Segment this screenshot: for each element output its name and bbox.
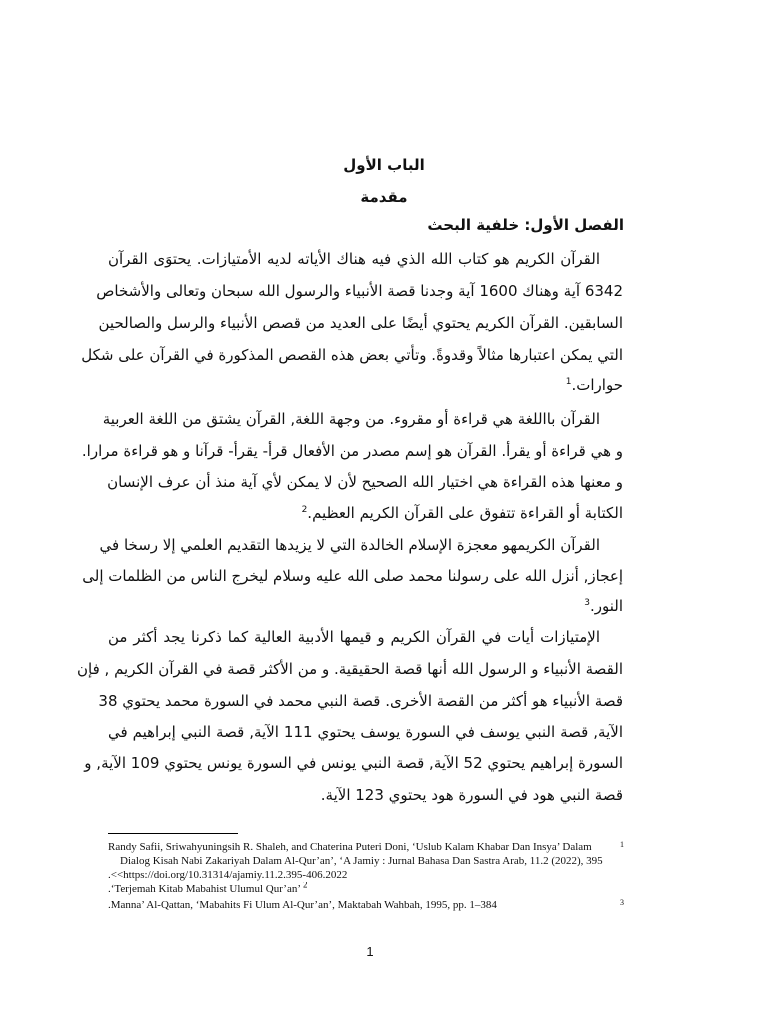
paragraph-1-line-5 xyxy=(108,374,623,398)
paragraph-4-line-1: الإمتيازات أيات في القرآن الكريم و قيمها الأدبية العالية كما ذكرنا يجد أكثر من xyxy=(108,628,600,646)
paragraph-2-text-end: الكتابة أو القراءة تتفوق على القرآن الكريم العظيم. xyxy=(307,504,623,522)
footnote-3-text: .Manna’ Al-Qattan, ‘Mabahits Fi Ulum Al-Qur’an’, Maktabah Wahbah, 1995, pp. 1–384 xyxy=(108,899,497,911)
paragraph-4-line-6: قصة النبي هود في السورة هود يحتوي 123 الآية. xyxy=(320,786,623,804)
paragraph-3-text-end: النور. xyxy=(589,597,623,615)
paragraph-2-line-2: و هي قراءة أو يقرأ. القرآن هو إسم مصدر من الأفعال قرأ- يقرأ- قرآنا و هو قراءة مرارا. xyxy=(81,442,623,460)
paragraph-1-line-3: السابقين. القرآن الكريم يحتوي أيضًا على العديد من قصص الأنبياء والرسل والصالحين xyxy=(98,314,623,332)
footnote-ref-2: 2 xyxy=(301,505,308,515)
subtitle: مقدمة xyxy=(360,188,408,206)
footnote-1-line-1: Randy Safii, Sriwahyuningsih R. Shaleh, and Chaterina Puteri Doni, ‘Uslub Kalam Khabar Dan Insya’ Dalam xyxy=(108,841,592,853)
footnote-2-number: 2 xyxy=(302,882,308,890)
paragraph-3-line-2: إعجاز, أنزل الله على رسولنا محمد صلى الله عليه وسلام ليخرج الناس من الظلمات إلى xyxy=(82,567,623,585)
paragraph-2-line-1: القرآن بااللغة هي قراءة أو مقروء. من وجهة اللغة, القرآن يشتق من اللغة العربية xyxy=(102,410,600,428)
footnote-1-line-2: Dialog Kisah Nabi Zakariyah Dalam Al-Qur’an’, ‘A Jamiy : Jurnal Bahasa Dan Sastra Arab, 11.2 (2022), 395 xyxy=(120,855,603,867)
footnote-ref-3: 3 xyxy=(584,598,590,608)
footnote-1-number: 1 xyxy=(620,840,624,849)
footnote-2 xyxy=(108,882,608,896)
paragraph-2-line-4 xyxy=(108,502,623,526)
paragraph-4-line-5: السورة إبراهيم يحتوي 52 الآية, قصة النبي يونس في السورة يونس يحتوي 109 الآية, و xyxy=(84,754,623,772)
paragraph-4-line-3: قصة الأنبياء هو أكثر من القصة الأخرى. قصة النبي محمد في السورة محمد يحتوي 38 xyxy=(98,692,623,710)
paragraph-1-line-2: 6342 آية وهناك 1600 آية وجدنا قصة الأنبياء والرسول الله سبحان وتعالى والأشخاص xyxy=(96,282,623,300)
paragraph-4-line-2: القصة الأنبياء و الرسول الله أنها قصة الحقيقية. و من الأكثر قصة في القرآن الكريم , فإن xyxy=(77,660,623,678)
footnote-2-text: .‘Terjemah Kitab Mabahist Ulumul Qur’an’ xyxy=(108,883,301,895)
chapter-title: الباب الأول xyxy=(343,156,425,174)
paragraph-1-line-4: التي يمكن اعتبارها مثالاً وقدوةً. وتأتي بعض هذه القصص المذكورة في القرآن على شكل xyxy=(81,346,623,364)
paragraph-2-line-3: و معنها هذه القراءة هي اختيار الله الصحيح لأن لا يمكن لأي آية منذ أن عرف الإنسان xyxy=(107,473,623,491)
paragraph-3-line-1: القرآن الكريمهو معجزة الإسلام الخالدة التي لا يزيدها التقديم العلمي إلا رسخا في xyxy=(99,536,600,554)
section-heading: الفصل الأول: خلفية البحث xyxy=(427,216,624,234)
footnote-3-number: 3 xyxy=(620,898,624,907)
paragraph-3-line-3 xyxy=(108,595,623,619)
paragraph-4-line-4: الآية, قصة النبي يوسف في السورة يوسف يحتوي 111 الآية, قصة النبي إبراهيم في xyxy=(108,723,623,741)
footnote-1-line-3: .<<https://doi.org/10.31314/ajamiy.11.2.395-406.2022 xyxy=(108,869,348,881)
paragraph-1-line-1: القرآن الكريم هو كتاب الله الذي فيه هناك الأياته لديه الأمتيازات. يحتوَى القرآن xyxy=(108,250,600,268)
footnote-separator xyxy=(108,833,238,834)
paragraph-1-text-end: حوارات. xyxy=(571,376,623,394)
page-number: 1 xyxy=(366,944,374,959)
footnote-ref-1: 1 xyxy=(565,377,572,387)
